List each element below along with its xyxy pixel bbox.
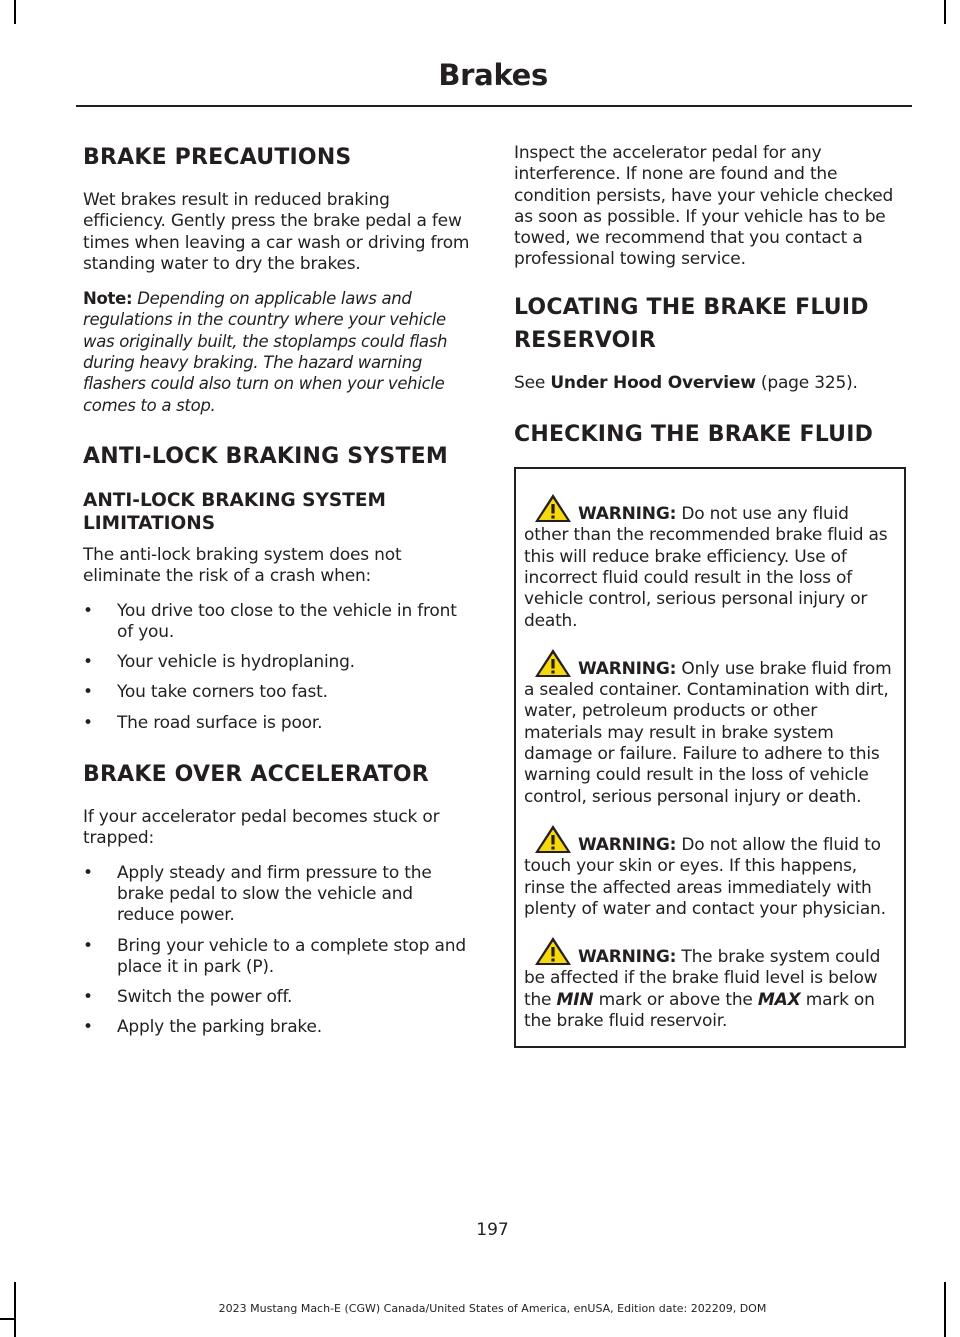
warning-triangle-icon [534, 824, 572, 854]
warning-item [524, 648, 896, 808]
header-divider [76, 105, 912, 107]
warning-item [524, 493, 896, 632]
page-number: 197 [476, 1220, 509, 1240]
crop-mark-top-left [14, 0, 16, 24]
abs-limitations-heading: ANTI-LOCK BRAKING SYSTEM LIMITATIONS [83, 489, 386, 534]
bullet: • [83, 935, 93, 956]
warning-triangle-icon [534, 493, 572, 523]
warning-label: WARNING: [578, 658, 677, 679]
list-item-text: Apply the parking brake. [117, 1017, 322, 1038]
warning-label: WARNING: [578, 504, 677, 525]
warning-label: WARNING: [578, 834, 677, 855]
list-item-text: Your vehicle is hydroplaning. [117, 652, 355, 673]
checking-brake-fluid-heading: CHECKING THE BRAKE FLUID [514, 422, 874, 448]
bola-intro: If your accelerator pedal becomes stuck or trapped: [83, 807, 440, 849]
see-text: See [514, 372, 546, 393]
brake-precautions-note [83, 288, 475, 416]
abs-limitations-list [83, 601, 475, 734]
warning-text-part2: mark or above the [598, 989, 753, 1010]
bullet: • [83, 652, 93, 673]
list-item [83, 936, 475, 979]
crop-mark-bottom-left-h [0, 1318, 16, 1320]
list-item [83, 652, 475, 673]
brake-over-accelerator-heading: BRAKE OVER ACCELERATOR [83, 762, 429, 788]
note-text: Depending on applicable laws and regulations in the country where your vehicle was originally built, the stoplamps could flash during heavy braking. The hazard warning flashers could also turn on when your vehicle comes to a stop. [83, 289, 448, 415]
list-item [83, 682, 475, 703]
bullet: • [83, 987, 93, 1008]
footer-edition-info: 2023 Mustang Mach-E (CGW) Canada/United States of America, enUSA, Edition date: 202209, DOM [218, 1302, 767, 1315]
list-item [83, 987, 475, 1008]
bola-continued-text: Inspect the accelerator pedal for any interference. If none are found and the condition persists, have your vehicle checked as soon as possible. If your vehicle has to be towed, we recommend that you contact a professional towing service. [514, 143, 894, 270]
warning-text-part3: mark on the brake fluid reservoir. [524, 989, 875, 1032]
warning-text: Do not use any fluid other than the recommended brake fluid as this will reduce brake efficiency. Use of incorrect fluid could result in the loss of vehicle control, serious personal injury or death. [524, 504, 888, 631]
locating-reservoir-heading-1: LOCATING THE BRAKE FLUID [514, 294, 869, 320]
list-item-text: Apply steady and firm pressure to the brake pedal to slow the vehicle and reduce power. [117, 862, 432, 926]
brake-precautions-body: Wet brakes result in reduced braking efficiency. Gently press the brake pedal a few times when leaving a car wash or driving from standing water to dry the brakes. [83, 190, 470, 274]
warning-text-part1: The brake system could be affected if the brake fluid level is below the [524, 947, 881, 1010]
warning-triangle-icon [534, 648, 572, 678]
warning-item [524, 824, 896, 920]
warning-label: WARNING: [578, 947, 677, 968]
warning-item [524, 936, 896, 1032]
list-item-text: You drive too close to the vehicle in front of you. [117, 600, 457, 642]
max-mark-label: MAX [757, 989, 801, 1010]
page-header-title: Brakes [438, 58, 548, 92]
list-item-text: Switch the power off. [117, 987, 293, 1008]
see-reference [514, 373, 906, 394]
list-item [83, 601, 475, 644]
page-reference: (page 325). [760, 372, 858, 393]
right-column [514, 143, 906, 1048]
list-item [83, 713, 475, 734]
list-item-text: The road surface is poor. [117, 712, 323, 733]
abs-intro: The anti-lock braking system does not eliminate the risk of a crash when: [83, 544, 402, 587]
abs-heading: ANTI-LOCK BRAKING SYSTEM [83, 443, 448, 469]
list-item [83, 863, 475, 927]
bola-steps-list [83, 863, 475, 1039]
under-hood-overview-link[interactable]: Under Hood Overview [550, 372, 756, 393]
crop-mark-top-right [944, 0, 946, 24]
left-column [83, 143, 475, 1055]
bullet: • [83, 1017, 93, 1038]
brake-precautions-heading: BRAKE PRECAUTIONS [83, 145, 352, 170]
locating-reservoir-heading-2: RESERVOIR [514, 327, 657, 353]
bullet: • [83, 682, 93, 703]
warning-text: Do not allow the fluid to touch your skin or eyes. If this happens, rinse the affected areas immediately with plenty of water and contact your physician. [524, 834, 886, 919]
bullet: • [83, 712, 93, 733]
bullet: • [83, 600, 93, 621]
warning-triangle-icon [534, 936, 572, 966]
list-item-text: You take corners too fast. [117, 682, 328, 703]
list-item [83, 1017, 475, 1038]
list-item-text: Bring your vehicle to a complete stop and place it in park (P). [117, 935, 466, 977]
warning-text: Only use brake fluid from a sealed container. Contamination with dirt, water, petroleum products or other materials may result in brake system damage or failure. Failure to adhere to this warning could result in the loss of vehicle control, serious personal injury or death. [524, 658, 892, 807]
bullet: • [83, 862, 93, 883]
note-label: Note: [83, 289, 133, 309]
min-mark-label: MIN [556, 989, 594, 1010]
warnings-box [514, 467, 906, 1048]
